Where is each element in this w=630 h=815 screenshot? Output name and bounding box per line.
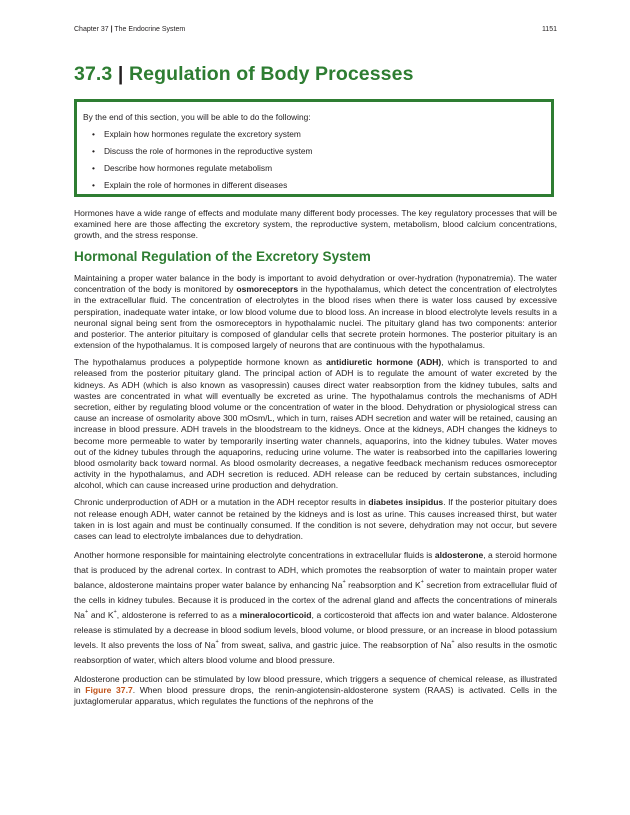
- key-term: aldosterone: [434, 550, 484, 561]
- intro-paragraph: Hormones have a wide range of effects and modulate many different body processes. The key regulatory processes that will be examined here are those affecting the excretory system, the reproductive system, metabolism, blood calcium concentrations, growth, and the stress response.: [74, 208, 557, 241]
- objective-item: • Explain how hormones regulate the excretory system: [104, 126, 313, 143]
- intro-text: [74, 208, 557, 247]
- header-chapter: Chapter 37 | The Endocrine System: [74, 26, 186, 33]
- objective-item: • Discuss the role of hormones in the reproductive system: [104, 143, 313, 160]
- objectives-intro: By the end of this section, you will be able to do the following:: [83, 112, 311, 122]
- key-term: antidiuretic hormone (ADH): [326, 357, 442, 368]
- section-title: 37.3 | Regulation of Body Processes: [74, 63, 414, 85]
- paragraph-aldosterone: Another hormone responsible for maintaining electrolyte concentrations in extracellular fluids is aldosterone, a steroid hormone that is produced by the adrenal cortex. In contrast to ADH, which promotes the reabsorption of water to maintain proper water balance, aldosterone maintains proper water balance by enhancing Na+ reabsorption and K+ secretion from extracellular fluid of the cells in kidney tubules. Because it is produced in the cortex of the adrenal gland and affects the concentrations of minerals Na+ and K+, aldosterone is referred to as a mineralocorticoid, a corticosteroid that affects ion and water balance. Aldosterone release is stimulated by a decrease in blood sodium levels, blood volume, or blood pressure, or an increase in blood potassium levels. It also prevents the loss of Na+ from sweat, saliva, and gastric juice. The reabsorption of Na+ also results in the osmotic reabsorption of water, which alters blood volume and blood pressure.: [74, 550, 558, 666]
- section-title-text: Regulation of Body Processes: [128, 63, 414, 85]
- objective-item: • Describe how hormones regulate metabolism: [104, 160, 313, 177]
- paragraph-raas: Aldosterone production can be stimulated by low blood pressure, which triggers a sequence of chemical release, as illustrated in Figure 37.7. When blood pressure drops, the renin-angiotensin-aldosterone system (RAAS) is activated. Cells in the juxtaglomerular apparatus, which regulates the functions of the nephrons of the: [74, 673, 557, 707]
- key-term: osmoreceptors: [236, 284, 299, 295]
- paragraph-osmoreceptors: Maintaining a proper water balance in the body is important to avoid dehydration or over-hydration (hyponatremia). The water concentration of the body is monitored by osmoreceptors in the hypothalamus, which detect the concentration of electrolytes in the extracellular fluid. The concentration of electrolytes in the blood rises when there is water loss caused by excessive perspiration, inadequate water intake, or low blood volume due to blood loss. An increase in blood electrolyte levels results in a neuronal signal being sent from the osmoreceptors in hypothalamic nuclei. The pituitary gland has two components: anterior and posterior. The anterior pituitary is composed of glandular cells that secrete protein hormones. The posterior pituitary is an extension of the hypothalamus. It is composed largely of neurons that are continuous with the hypothalamus.: [74, 273, 557, 351]
- section-number: 37.3: [74, 63, 113, 85]
- key-term: mineralocorticoid: [239, 610, 312, 621]
- subsection-heading: Hormonal Regulation of the Excretory System: [74, 249, 371, 264]
- main-body: [74, 273, 557, 713]
- objectives-list: [77, 126, 313, 194]
- paragraph-adh: The hypothalamus produces a polypeptide hormone known as antidiuretic hormone (ADH), which is transported to and released from the posterior pituitary gland. The principal action of ADH is to regulate the amount of water excreted by the kidneys. As ADH (which is also known as vasopressin) causes direct water reabsorption from the kidney tubules, salts and wastes are concentrated in what will eventually be excreted as urine. The hypothalamus controls the mechanisms of ADH secretion, either by regulating blood volume or the concentration of water in the blood. Dehydration or physiological stress can cause an increase of osmolarity above 300 mOsm/L, which in turn, raises ADH secretion and water will be retained, causing an increase in blood pressure. ADH travels in the bloodstream to the kidneys. Once at the kidneys, ADH changes the kidneys to become more permeable to water by temporarily inserting water channels, aquaporins, into the kidney tubules. Water moves out of the kidney tubules through the aquaporins, reducing urine volume. The water is reabsorbed into the capillaries lowering blood osmolarity back toward normal. As blood osmolarity decreases, a negative feedback mechanism reduces osmoreceptor activity in the hypothalamus, and ADH secretion is reduced. ADH release can be reduced by certain substances, including alcohol, which can cause increased urine production and dehydration.: [74, 357, 557, 491]
- objective-item: • Explain the role of hormones in different diseases: [104, 177, 313, 194]
- figure-link[interactable]: Figure 37.7: [85, 685, 133, 696]
- paragraph-diabetes-insipidus: Chronic underproduction of ADH or a mutation in the ADH receptor results in diabetes insipidus. If the posterior pituitary does not release enough ADH, water cannot be retained by the kidneys and is lost as urine. This causes increased thirst, but water taken in is lost again and must be continually consumed. If the condition is not severe, dehydration may not occur, but severe cases can lead to electrolyte imbalances due to dehydration.: [74, 497, 557, 542]
- page-number: 1151: [541, 26, 557, 33]
- key-term: diabetes insipidus: [368, 497, 444, 508]
- learning-objectives-box: [74, 99, 554, 197]
